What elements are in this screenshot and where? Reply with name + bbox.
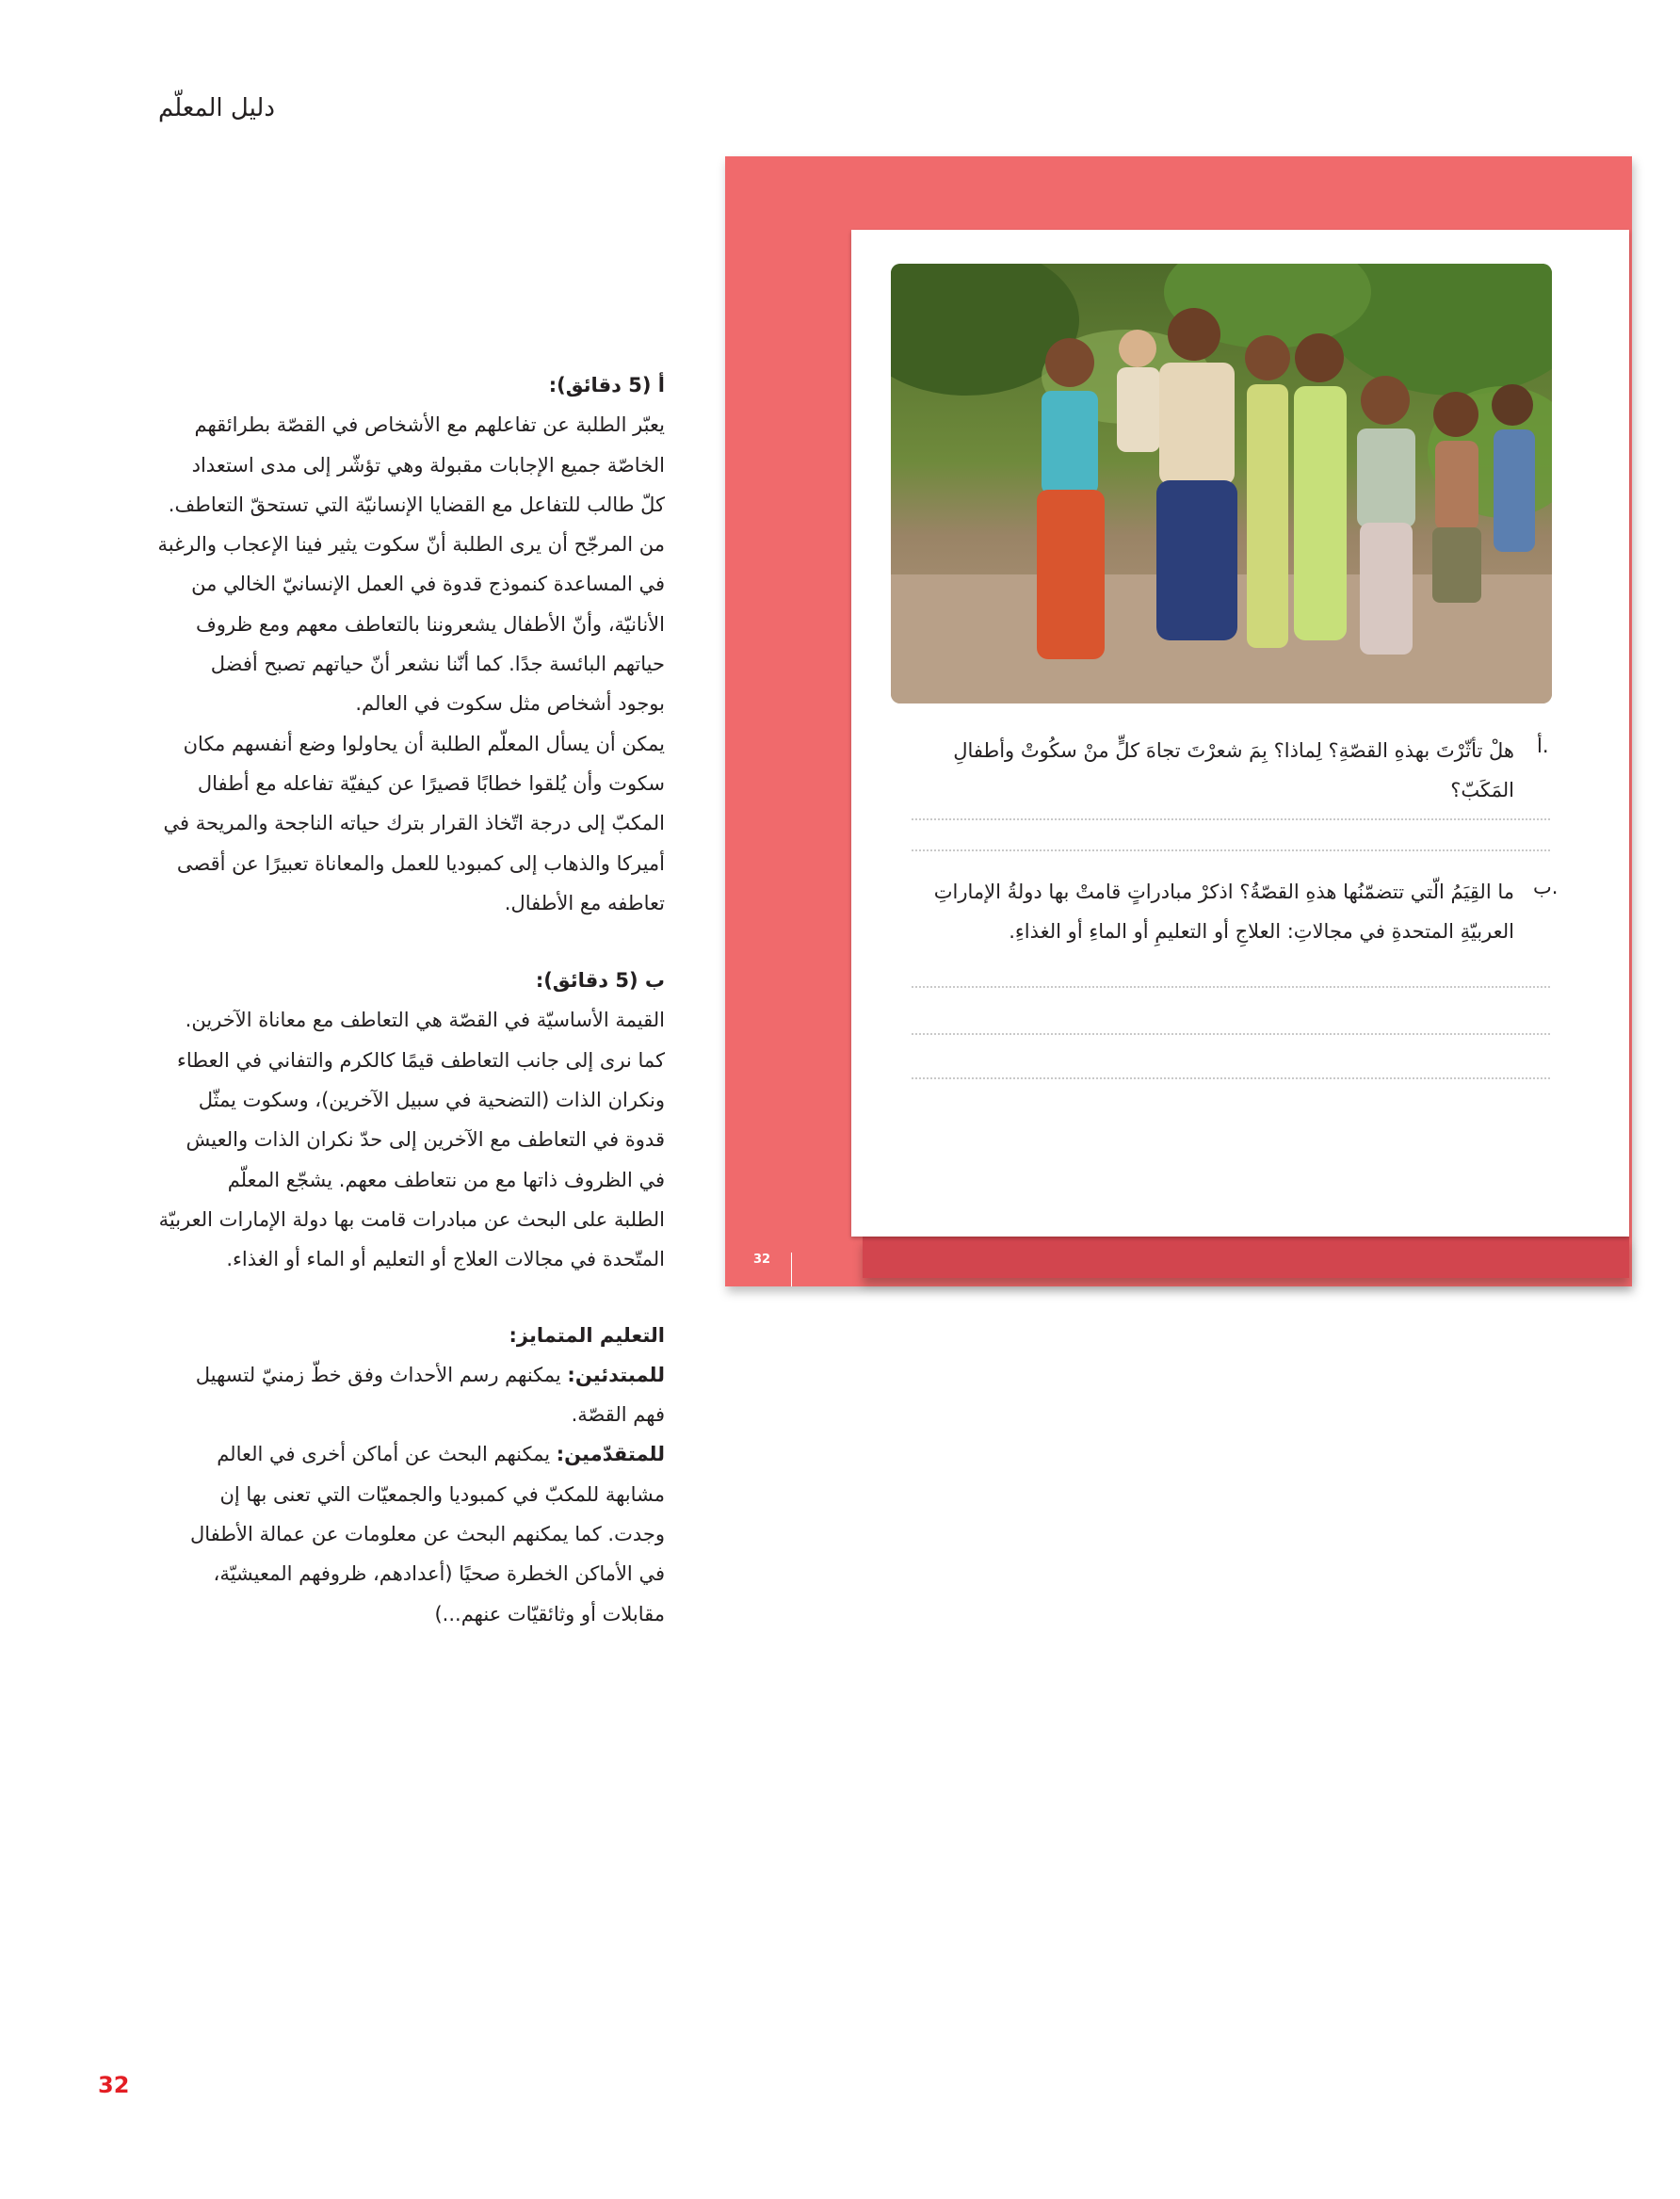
section-a-heading: أ (5 دقائق): [548,374,665,396]
beginners-label: للمبتدئين: [567,1363,665,1386]
section-a-line: في المساعدة كنموذج قدوة في العمل الإنسانيّ الخالي من [191,573,665,596]
beginners-line [151,1355,665,1395]
beginners-text: يمكنهم رسم الأحداث وفق خطّ زمنيّ لتسهيل [195,1363,568,1386]
advanced-line: مشابهة للمكبّ في كمبوديا والجمعيّات التي تعنى بها إن [219,1482,665,1506]
workbook-page-separator [791,1253,792,1286]
answer-line[interactable] [912,1077,1550,1079]
section-a-line: من المرجّح أن يرى الطلبة أنّ سكوت يثير فينا الإعجاب والرغبة [157,533,665,557]
section-b-line: الطلبة على البحث عن مبادرات قامت بها دولة الإمارات العربيّة [158,1207,665,1231]
section-b-line: في الظروف ذاتها مع من نتعاطف معهم. يشجّع المعلّم [227,1168,665,1191]
section-a-line: يعبّر الطلبة عن تفاعلهم مع الأشخاص في القصّة بطرائقهم [194,413,665,437]
section-a-line: بوجود أشخاص مثل سكوت في العالم. [355,692,665,716]
section-b-line: المتّحدة في مجالات العلاج أو التعليم أو الماء أو الغذاء. [226,1248,665,1271]
section-a-line: أميركا والذهاب إلى كمبوديا للعمل والمعاناة تعبيرًا عن أقصى [176,851,665,875]
question-b-number: ب. [1533,876,1559,898]
section-a-line: حياتهم البائسة جدًا. كما أنّنا نشعر أنّ حياتهم تصبح أفضل [210,653,665,676]
page-number: 32 [98,2072,130,2098]
section-a-line: تعاطفه مع الأطفال. [504,891,665,914]
page-header-title: دليل المعلّم [158,94,275,122]
section-a-line: الأنانيّة، وأنّ الأطفال يشعروننا بالتعاطف معهم ومع ظروف [196,612,665,636]
section-b-line: ونكران الذات (التضحية في سبيل الآخرين)، وسكوت يمثّل [198,1089,665,1112]
section-b-line: القيمة الأساسيّة في القصّة هي التعاطف مع معاناة الآخرين. [185,1009,665,1032]
section-a-line: يمكن أن يسأل المعلّم الطلبة أن يحاولوا وضع أنفسهم مكان [183,732,665,755]
teacher-guide-column [151,365,665,1634]
workbook-page-number: 32 [753,1253,771,1267]
advanced-label: للمتقدّمين: [556,1443,665,1466]
answer-line[interactable] [912,986,1550,988]
question-b-line-1: ما القِيَمُ الّتي تتضمّنُها هذهِ القصّةُ؟ اذكرْ مبادراتٍ قامتْ بها دولةُ الإماراتِ [933,881,1514,903]
advanced-text: يمكنهم البحث عن أماكن أخرى في العالم [217,1443,557,1466]
advanced-line: في الأماكن الخطرة صحيًا (أعدادهم، ظروفهم المعيشيّة، [213,1562,665,1586]
question-a-line-1: هلْ تأثّرْتَ بهذهِ القصّةِ؟ لِماذا؟ بِمَ شعرْتَ تجاهَ كلٍّ منْ سكُوتْ وأطفالِ [953,739,1514,762]
question-a-line-2: المَكَبّ؟ [1450,779,1514,801]
answer-line[interactable] [912,818,1550,820]
answer-line[interactable] [912,849,1550,851]
question-b [864,872,1514,951]
answer-line[interactable] [912,1033,1550,1035]
section-a-line: الخاصّة جميع الإجابات مقبولة وهي تؤشّر إلى مدى استعداد [191,453,665,477]
beginners-line-2: فهم القصّة. [571,1403,665,1427]
advanced-line: مقابلات أو وثائقيّات عنهم...) [434,1602,665,1625]
workbook-page-strip [863,1237,1629,1278]
question-a [912,731,1514,810]
advanced-line: وجدت. كما يمكنهم البحث عن معلومات عن عمالة الأطفال [189,1523,665,1546]
section-b-line: قدوة في التعاطف مع الآخرين إلى حدّ نكران الذات والعيش [186,1128,665,1152]
children-photo [891,264,1552,703]
question-a-number: أ. [1537,735,1549,757]
section-a-line: المكبّ إلى درجة اتّخاذ القرار بترك حياته الناجحة والمريحة في [163,812,665,835]
advanced-line [151,1434,665,1474]
section-a-line: كلّ طالب للتفاعل مع القضايا الإنسانيّة التي تستحقّ التعاطف. [168,493,665,516]
section-b-line: كما نرى إلى جانب التعاطف قيمًا كالكرم والتفاني في العطاء [177,1048,665,1072]
section-b-heading: ب (5 دقائق): [535,969,665,993]
section-a-line: سكوت وأن يُلقوا خطابًا قصيرًا عن كيفيّة تفاعله مع أطفال [197,771,665,795]
differentiated-heading: التعليم المتمايز: [509,1323,665,1347]
question-b-line-2: العربيّةِ المتحدةِ في مجالاتِ: العلاجِ أو التعليمِ أو الماءِ أو الغذاءِ. [1009,920,1514,943]
